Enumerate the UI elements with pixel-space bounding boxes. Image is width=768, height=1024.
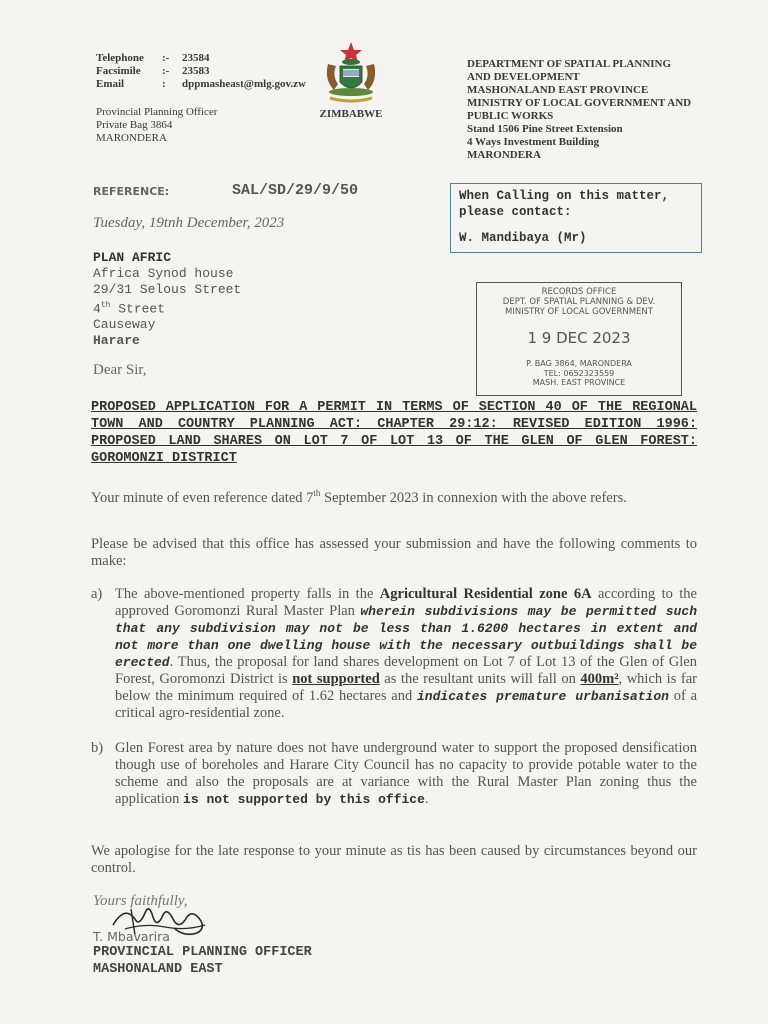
paragraph-reference <box>91 485 697 507</box>
department-block <box>467 58 691 162</box>
street-name: Street <box>110 301 166 317</box>
emphasis-text: wherein subdivisions may be permitted such that any subdivision may not be less than 1.6200 hectares in extent and not more than one dwelling house with the necessary outbuildings shall be erected <box>115 604 697 670</box>
text-run: Your minute of even reference dated 7 <box>91 489 314 506</box>
emphasis-text: is not supported by this office <box>183 792 425 807</box>
separator: : <box>162 78 166 90</box>
sender-address <box>96 106 217 145</box>
salutation: Dear Sir, <box>93 362 147 378</box>
separator: :- <box>162 52 170 64</box>
stamp-line: TEL: 0652323559 <box>543 368 615 378</box>
recipient-line: Causeway <box>93 317 156 333</box>
dept-line: DEPARTMENT OF SPATIAL PLANNING <box>467 58 672 70</box>
text-run: Glen Forest area by nature does not have underground water to support the proposed densification though use of boreholes and Harare City Council has no capacity to provide potable water to the scheme and also the proposals are at variance with the Rural Master Plan zoning thus the application <box>115 740 697 807</box>
subject-heading: PROPOSED APPLICATION FOR A PERMIT IN TERMS OF SECTION 40 OF THE REGIONAL TOWN AND COUNTRY PLANNING ACT: CHAPTER 29:12: REVISED EDITION 1996: PROPOSED LAND SHARES ON LOT 7 OF LOT 13 OF THE GLEN OF GLEN FOREST: GOROMONZI DISTRICT <box>91 400 697 466</box>
dept-line: PUBLIC WORKS <box>467 110 554 122</box>
signatory-name: T. Mbavarira <box>93 929 170 944</box>
dept-line: AND DEVELOPMENT <box>467 71 580 83</box>
separator: :- <box>162 65 170 77</box>
zone-name: Agricultural Residential zone 6A <box>379 586 592 602</box>
dept-line: MINISTRY OF LOCAL GOVERNMENT AND <box>467 97 692 109</box>
dept-line: 4 Ways Investment Building <box>467 136 600 148</box>
text-run: . <box>424 791 429 807</box>
stamp-line: DEPT. OF SPATIAL PLANNING & DEV. <box>502 297 656 307</box>
recipient-line: Africa Synod house <box>93 266 234 281</box>
facsimile-label: Facsimile <box>96 65 141 77</box>
street-number: 4 <box>93 301 101 317</box>
reference-label: REFERENCE: <box>93 185 170 198</box>
recipient-address <box>93 250 241 349</box>
text-run: according to the approved Goromonzi Rural Master Plan <box>115 586 697 619</box>
stamp-line: P. BAG 3864, MARONDERA <box>526 359 632 368</box>
item-b-marker: b) <box>91 740 104 756</box>
text-run: September 2023 in connexion with the above refers. <box>320 489 627 506</box>
email-value: dppmasheast@mlg.gov.zw <box>182 78 306 90</box>
closing: Yours faithfully, <box>93 893 188 909</box>
facsimile-value: 23583 <box>182 65 210 77</box>
paragraph-advice: Please be advised that this office has assessed your submission and have the following comments to make: <box>91 536 697 569</box>
text-run: th <box>313 488 321 498</box>
sender-line: Provincial Planning Officer <box>96 106 218 118</box>
contact-box <box>450 183 702 253</box>
sender-line: MARONDERA <box>96 132 167 144</box>
text-run: , which is far below the minimum required of 1.62 hectares and <box>115 671 697 704</box>
paragraph-apology: We apologise for the late response to your minute as tis has been caused by circumstances beyond our control. <box>91 843 697 876</box>
recipient-name: PLAN AFRIC <box>93 250 172 265</box>
records-office-stamp <box>476 282 682 396</box>
stamp-date: 1 9 DEC 2023 <box>527 329 631 347</box>
crest-caption: ZIMBABWE <box>319 108 383 120</box>
telephone-value: 23584 <box>182 52 210 64</box>
email-label: Email <box>96 78 125 90</box>
dept-line: MASHONALAND EAST PROVINCE <box>467 84 649 96</box>
emphasis-text: not supported <box>292 671 380 687</box>
contact-block <box>96 52 306 91</box>
contact-line: When Calling on this matter, <box>459 189 670 203</box>
text-run: of a critical agro-residential zone. <box>115 688 698 721</box>
text-run: The above-mentioned property falls in the <box>115 586 380 602</box>
stamp-line: MASH. EAST PROVINCE <box>532 378 626 387</box>
dept-line: MARONDERA <box>467 149 541 161</box>
signatory-title: PROVINCIAL PLANNING OFFICER <box>93 945 312 960</box>
emphasis-text: 400m² <box>580 671 619 687</box>
reference-value: SAL/SD/29/9/50 <box>232 182 359 199</box>
sender-line: Private Bag 3864 <box>96 119 173 131</box>
text-run: . Thus, the proposal for land shares development on Lot 7 of Lot 13 of the Glen of Glen Forest, Goromonzi District is <box>115 654 697 687</box>
item-a-marker: a) <box>91 586 103 602</box>
stamp-line: MINISTRY OF LOCAL GOVERNMENT <box>505 307 653 317</box>
emphasis-text: indicates premature urbanisation <box>416 689 669 704</box>
text-run: as the resultant units will fall on <box>379 671 581 687</box>
recipient-line: 29/31 Selous Street <box>93 282 242 297</box>
signatory-region: MASHONALAND EAST <box>93 962 223 977</box>
item-a-text <box>115 586 697 722</box>
stamp-line: RECORDS OFFICE <box>541 287 617 297</box>
recipient-line <box>93 298 241 317</box>
zimbabwe-coat-of-arms-icon <box>316 40 386 106</box>
street-suffix: th <box>100 301 111 310</box>
contact-name: W. Mandibaya (Mr) <box>459 231 587 245</box>
item-b-text <box>115 740 697 808</box>
contact-line: please contact: <box>459 205 572 219</box>
recipient-line: Harare <box>93 333 140 349</box>
letter-date: Tuesday, 19tnh December, 2023 <box>93 215 285 231</box>
dept-line: Stand 1506 Pine Street Extension <box>467 123 623 135</box>
telephone-label: Telephone <box>96 52 144 64</box>
